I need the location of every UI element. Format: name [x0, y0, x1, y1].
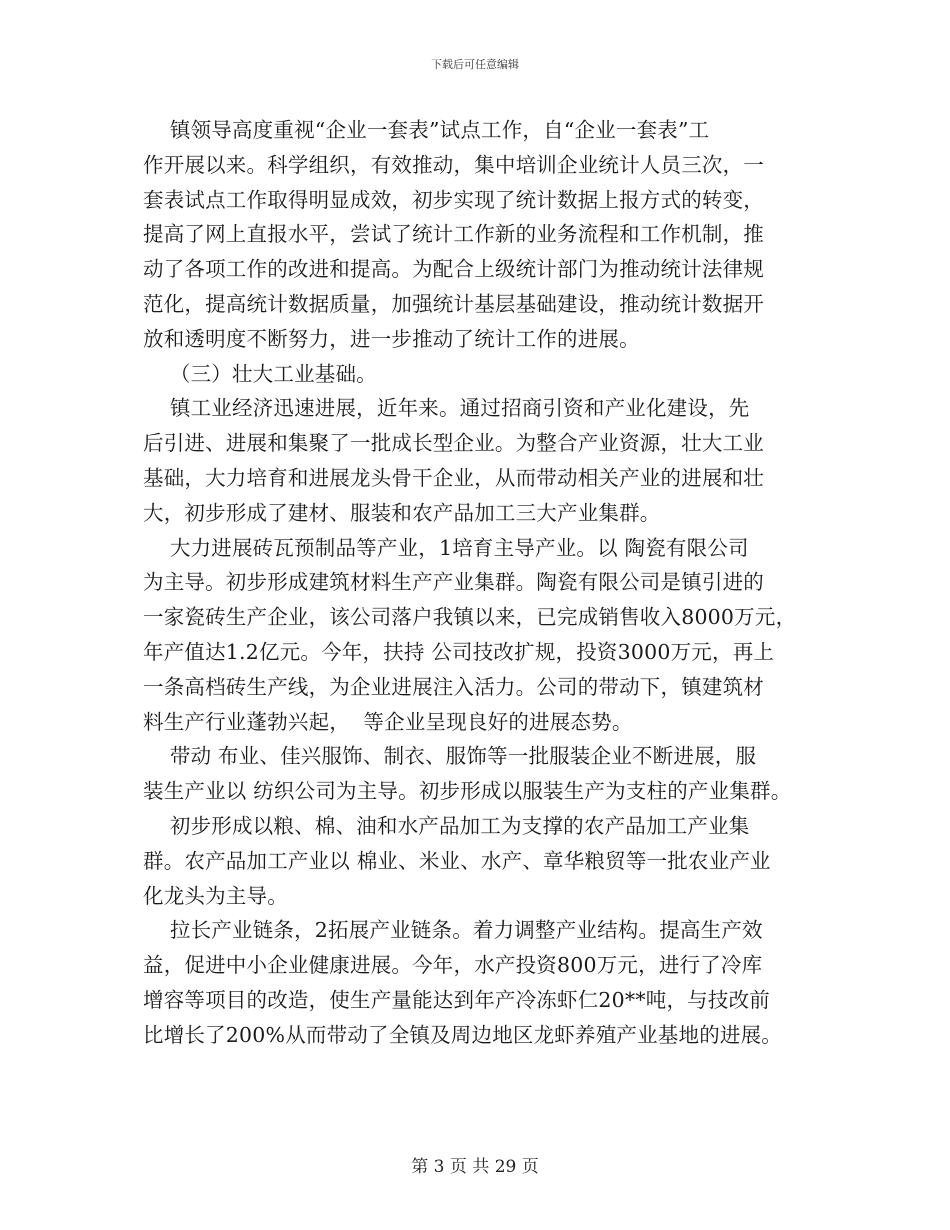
text-line: 提高了网上直报水平，尝试了统计工作新的业务流程和工作机制，推	[143, 222, 764, 247]
text-line: （三）壮大工业基础。	[143, 361, 377, 386]
paragraph	[143, 913, 815, 1052]
paragraph	[143, 391, 815, 530]
text-line: 大，初步形成了建材、服装和农产品加工三大产业集群。	[143, 500, 661, 525]
text-line: 初步形成以粮、棉、油和水产品加工为支撑的农产品加工产业集	[143, 813, 750, 838]
text-line: 化龙头为主导。	[143, 883, 288, 908]
section-heading	[143, 357, 815, 392]
text-line: 群。农产品加工产业以 棉业、米业、水产、章华粮贸等一批农业产业	[143, 848, 771, 873]
text-line: 后引进、进展和集聚了一批成长型企业。为整合产业资源，壮大工业	[143, 431, 764, 456]
text-line: 装生产业以 纺织公司为主导。初步形成以服装生产为支柱的产业集群。	[143, 779, 792, 804]
paragraph	[143, 809, 815, 913]
page-header-note: 下载后可任意编辑	[431, 58, 519, 71]
text-line: 为主导。初步形成建筑材料生产产业集群。陶瓷有限公司是镇引进的	[143, 570, 764, 595]
page-number: 第 3 页 共 29 页	[411, 1157, 539, 1177]
paragraph	[143, 531, 815, 740]
text-line: 作开展以来。科学组织，有效推动，集中培训企业统计人员三次，一	[143, 152, 764, 177]
text-line: 一家瓷砖生产企业，该公司落户我镇以来，已完成销售收入8000万元，	[143, 605, 797, 630]
text-line: 放和透明度不断努力，进一步推动了统计工作的进展。	[143, 326, 640, 351]
text-line: 镇领导高度重视“企业一套表”试点工作，自“企业一套表”工	[143, 118, 710, 142]
text-line: 范化，提高统计数据质量，加强统计基层基础建设，推动统计数据开	[143, 291, 764, 316]
text-line: 增容等项目的改造，使生产量能达到年产冷冻虾仁20**吨，与技改前	[143, 987, 770, 1012]
text-line: 带动 布业、佳兴服饰、制衣、服饰等一批服装企业不断进展，服	[143, 744, 757, 769]
text-line: 动了各项工作的改进和提高。为配合上级统计部门为推动统计法律规	[143, 257, 764, 282]
paragraph	[143, 739, 815, 809]
document-body	[143, 113, 815, 1053]
text-line: 基础，大力培育和进展龙头骨干企业，从而带动相关产业的进展和壮	[143, 465, 764, 490]
text-line: 一条高档砖生产线，为企业进展注入活力。公司的带动下，镇建筑材	[143, 674, 764, 699]
text-line: 套表试点工作取得明显成效，初步实现了统计数据上报方式的转变，	[143, 187, 764, 212]
paragraph	[143, 113, 815, 357]
text-line: 拉长产业链条，2拓展产业链条。着力调整产业结构。提高生产效	[143, 918, 763, 943]
text-line: 料生产行业蓬勃兴起， 等企业呈现良好的进展态势。	[143, 709, 633, 734]
text-line: 比增长了200%从而带动了全镇及周边地区龙虾养殖产业基地的进展。	[143, 1022, 783, 1047]
text-line: 大力进展砖瓦预制品等产业，1培育主导产业。以 陶瓷有限公司	[143, 535, 749, 560]
text-line: 镇工业经济迅速进展，近年来。通过招商引资和产业化建设，先	[143, 396, 750, 421]
text-line: 年产值达1.2亿元。今年，扶持 公司技改扩规，投资3000万元，再上	[143, 639, 775, 664]
text-line: 益，促进中小企业健康进展。今年，水产投资800万元，进行了冷库	[143, 953, 763, 978]
